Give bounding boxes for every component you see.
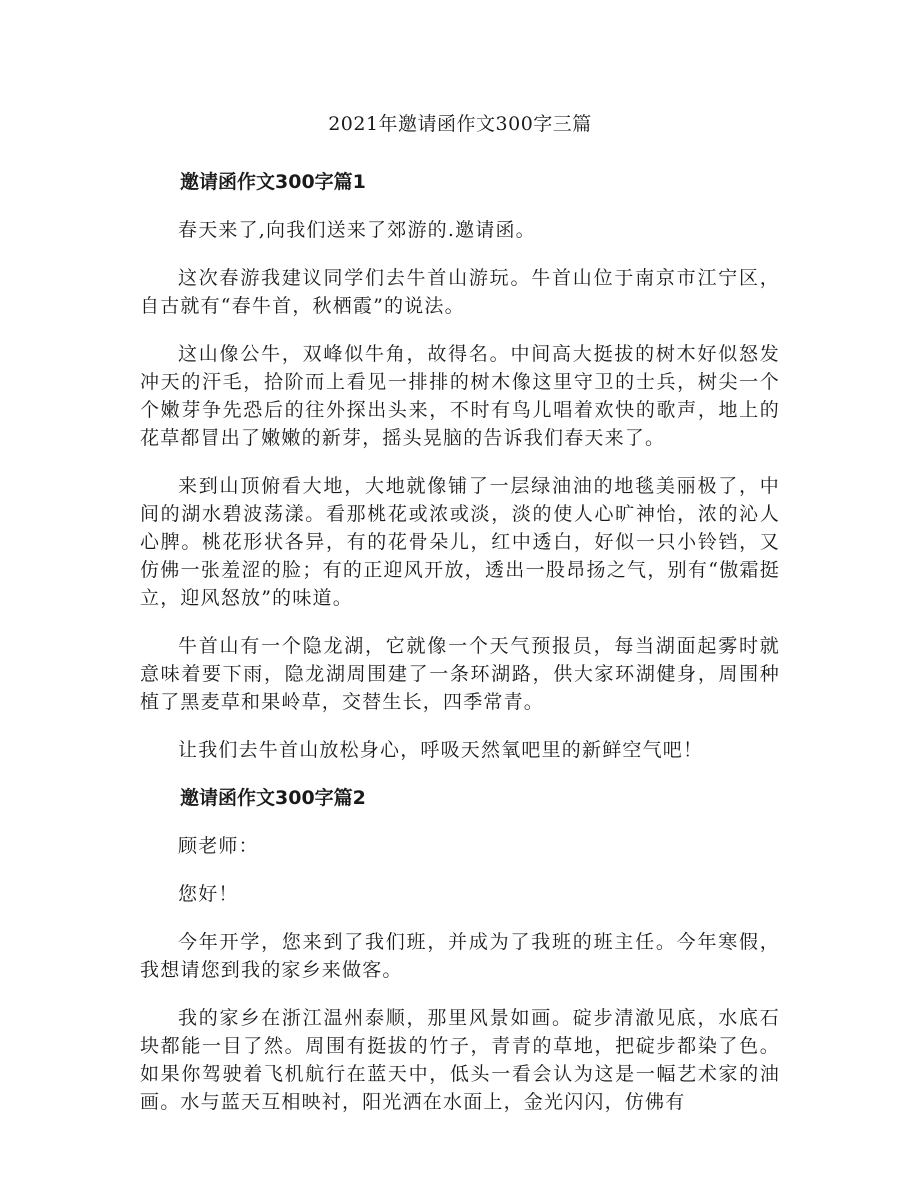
section-2-paragraph-4: 我的家乡在浙江温州泰顺，那里风景如画。碇步清澈见底，水底石块都能一目了然。周围有挺拔的竹子，青青的草地，把碇步都染了色。如果你驾驶着飞机航行在蓝天中，低头一看会认为这是一幅艺术家的油画。水与蓝天互相映衬，阳光洒在水面上，金光闪闪，仿佛有 <box>140 1007 780 1113</box>
section-1-paragraph-1: 春天来了,向我们送来了郊游的.邀请函。 <box>178 219 536 241</box>
section-1-heading: 邀请函作文300字篇1 <box>180 171 366 193</box>
section-1-paragraph-5: 牛首山有一个隐龙湖，它就像一个天气预报员，每当湖面起雾时就意味着要下雨，隐龙湖周围建了一条环湖路，供大家环湖健身，周围种植了黑麦草和果岭草，交替生长，四季常青。 <box>140 635 780 713</box>
section-1-paragraph-3: 这山像公牛，双峰似牛角，故得名。中间高大挺拔的树木好似怒发冲天的汗毛，拾阶而上看见一排排的树木像这里守卫的士兵，树尖一个个嫩芽争先恐后的往外探出头来，不时有鸟儿唱着欢快的歌声，地上的花草都冒出了嫩嫩的新芽，摇头晃脑的告诉我们春天来了。 <box>140 343 780 449</box>
section-1-paragraph-6: 让我们去牛首山放松身心，呼吸天然氧吧里的新鲜空气吧！ <box>178 739 704 761</box>
document-body <box>140 150 780 1116</box>
section-1-paragraph-4: 来到山顶俯看大地，大地就像铺了一层绿油油的地毯美丽极了，中间的湖水碧波荡漾。看那桃花或浓或淡，淡的使人心旷神怡，浓的沁人心脾。桃花形状各异，有的花骨朵儿，红中透白，好似一只小铃铛，又仿佛一张羞涩的脸；有的正迎风开放，透出一股昂扬之气，别有“傲霜挺立，迎风怒放”的味道。 <box>140 475 780 609</box>
section-1-paragraph-2: 这次春游我建议同学们去牛首山游玩。牛首山位于南京市江宁区，自古就有“春牛首，秋栖霞”的说法。 <box>140 267 780 317</box>
section-2-paragraph-3: 今年开学，您来到了我们班，并成为了我班的班主任。今年寒假，我想请您到我的家乡来做客。 <box>140 931 780 981</box>
section-2-paragraph-2: 您好！ <box>178 883 239 905</box>
document-title: 2021年邀请函作文300字三篇 <box>328 113 592 135</box>
section-2-paragraph-1: 顾老师： <box>178 835 259 857</box>
section-2-heading: 邀请函作文300字篇2 <box>180 787 366 809</box>
